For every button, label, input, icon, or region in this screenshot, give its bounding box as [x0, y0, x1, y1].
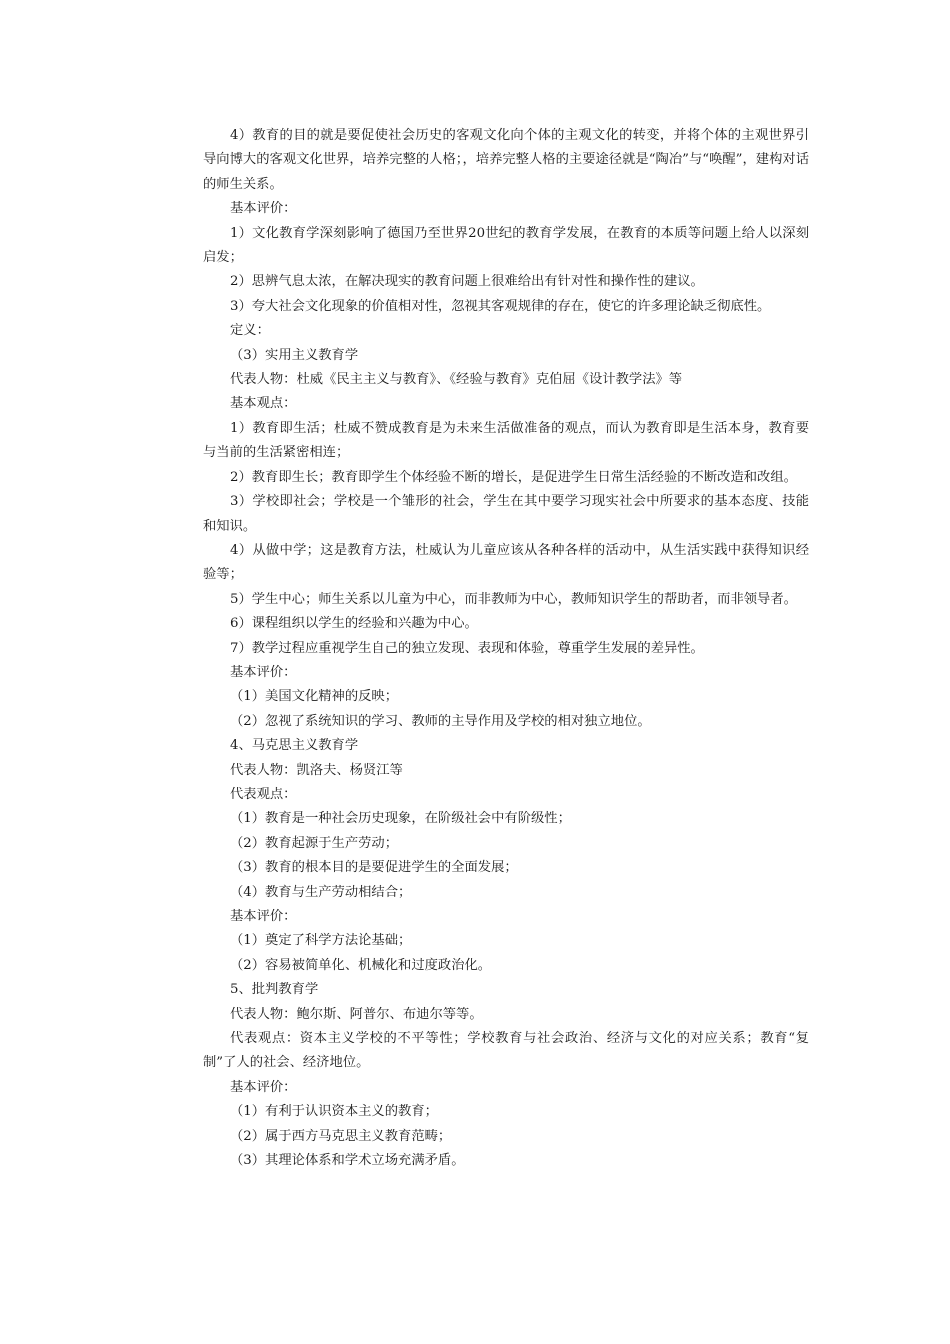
- paragraph: 5）学生中心；师生关系以儿童为中心，而非教师为中心，教师知识学生的帮助者，而非领导者。: [230, 591, 797, 607]
- paragraph: （3）其理论体系和学术立场充满矛盾。: [230, 1153, 465, 1169]
- paragraph: 基本观点：: [230, 396, 297, 412]
- paragraph: 6）课程组织以学生的经验和兴趣为中心。: [230, 616, 478, 632]
- section-heading: 4、马克思主义教育学: [230, 738, 359, 754]
- paragraph: （3）教育的根本目的是要促进学生的全面发展；: [230, 860, 518, 876]
- paragraph: （1）奠定了科学方法论基础；: [230, 933, 412, 949]
- paragraph: （2）教育起源于生产劳动；: [230, 835, 399, 851]
- paragraph: （1）教育是一种社会历史现象，在阶级社会中有阶级性；: [230, 811, 571, 827]
- paragraph: （1）有利于认识资本主义的教育；: [230, 1104, 438, 1120]
- paragraph: （2）忽视了系统知识的学习、教师的主导作用及学校的相对独立地位。: [230, 713, 651, 729]
- paragraph: （2）容易被简单化、机械化和过度政治化。: [230, 957, 492, 973]
- paragraph: 3）学校即社会；学校是一个雏形的社会，学生在其中要学习现实社会中所要求的基本态度、技能和知识。: [203, 494, 809, 534]
- paragraph: 2）思辨气息太浓，在解决现实的教育问题上很难给出有针对性和操作性的建议。: [230, 274, 704, 290]
- paragraph: 代表观点：: [230, 786, 297, 802]
- paragraph: 代表观点：资本主义学校的不平等性；学校教育与社会政治、经济与文化的对应关系；教育“复制”了人的社会、经济地位。: [203, 1031, 809, 1071]
- paragraph: 4）教育的目的就是要促使社会历史的客观文化向个体的主观文化的转变，并将个体的主观世界引导向博大的客观文化世界，培养完整的人格；，培养完整人格的主要途径就是“陶冶”与“唤醒”，建构对话的师生关系。: [203, 128, 809, 192]
- paragraph: 基本评价：: [230, 664, 297, 680]
- paragraph: 2）教育即生长；教育即学生个体经验不断的增长，是促进学生日常生活经验的不断改造和改组。: [230, 469, 797, 485]
- paragraph: （4）教育与生产劳动相结合；: [230, 884, 412, 900]
- paragraph: 基本评价：: [230, 201, 297, 217]
- paragraph: 4）从做中学；这是教育方法，杜威认为儿童应该从各种各样的活动中，从生活实践中获得知识经验等；: [203, 542, 809, 583]
- document-body: [203, 124, 809, 1173]
- paragraph: （2）属于西方马克思主义教育范畴；: [230, 1128, 452, 1144]
- section-heading: 5、批判教育学: [230, 982, 319, 998]
- paragraph: 1）文化教育学深刻影响了德国乃至世界20世纪的教育学发展，在教育的本质等问题上给人以深刻启发；: [203, 225, 809, 266]
- paragraph: 代表人物：凯洛夫、杨贤江等: [230, 762, 403, 778]
- paragraph: 基本评价：: [230, 909, 297, 924]
- paragraph: 代表人物：杜威《民主主义与教育》、《经验与教育》克伯屈《设计教学法》等: [230, 372, 683, 388]
- paragraph: 7）教学过程应重视学生自己的独立发现、表现和体验，尊重学生发展的差异性。: [230, 640, 704, 656]
- section-heading: （3）实用主义教育学: [230, 347, 359, 363]
- paragraph: 1）教育即生活；杜威不赞成教育是为未来生活做准备的观点，而认为教育即是生活本身，教育要与当前的生活紧密相连；: [203, 420, 809, 461]
- paragraph: （1）美国文化精神的反映；: [230, 689, 399, 705]
- paragraph: 3）夸大社会文化现象的价值相对性，忽视其客观规律的存在，使它的许多理论缺乏彻底性。: [230, 298, 771, 314]
- paragraph: 定义：: [230, 323, 270, 339]
- paragraph: 基本评价：: [230, 1079, 297, 1095]
- paragraph: 代表人物：鲍尔斯、阿普尔、布迪尔等等。: [230, 1006, 483, 1022]
